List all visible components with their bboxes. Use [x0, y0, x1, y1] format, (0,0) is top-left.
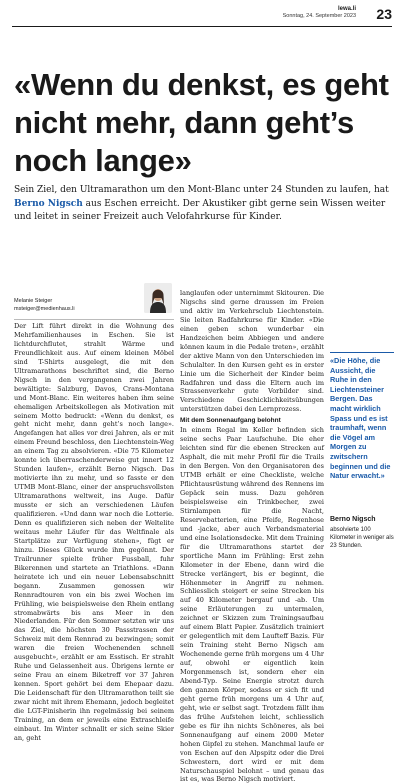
issue-date: Sonntag, 24. September 2023 [282, 13, 356, 19]
lead-text-after: aus Eschen erreicht. Der Akustiker gibt gerne sein Wissen weiter und leitet in seiner Freizeit auch Velofahrkurse für Kinder. [14, 198, 386, 222]
publication-brand: lewa.li [337, 6, 356, 12]
author-email: msteiger@medienhaus.li [14, 306, 75, 312]
quote-caption: absolvierte 100 Kilometer in weniger als 23 Stunden. [330, 527, 394, 549]
lead-highlight-name: Berno Nigsch [14, 198, 83, 209]
quote-divider [330, 352, 394, 353]
article-lead [14, 184, 392, 225]
header-divider [12, 26, 392, 27]
lead-text-before: Sein Ziel, den Ultramarathon um den Mont-Blanc unter 24 Stunden zu laufen, hat [14, 185, 389, 195]
article-headline: «Wenn du denkst, es geht nicht mehr, dann geht’s noch lange» [14, 67, 389, 178]
quote-author: Berno Nigsch [330, 516, 376, 523]
author-portrait-icon [144, 283, 172, 313]
author-photo [144, 283, 172, 313]
article-body-column-2 [180, 289, 324, 784]
page-number: 23 [376, 6, 392, 22]
page-header [0, 0, 404, 24]
author-divider [14, 319, 174, 320]
article-body-column-1: Der Lift führt direkt in die Wohnung des Mehrfamilienhauses in Eschen. Sie ist lichtdurchflutet, strahlt Wärme und Freundlichkeit aus. Auf einem kleinen Möbel sind T-Shirts ausgelegt, die mit den Ultramarathons beschriftet sind, die Berno Nigsch in den vergangenen zwei Jahren bewältigte: Salzburg, Davos, Crans-Montana und Mont-Blanc. Ein weiteres haben ihm seine ehemaligen Arbeitskollegen als Motivation mit seinem Motto bedruckt: «Wenn du denkst, es geht nicht mehr, dann geht’s noch lange». Angefangen hat alles vor drei Jahren, als er mit einem Freund beschloss, den Liechtenstein-Weg an einem Tag zu absolvieren. «Die 75 Kilometer konnte ich überraschenderweise gut innert 12 Stunden laufen», erzählt Berno Nigsch. Das motivierte ihn zu mehr, und so fasste er den UTMB Mont-Blanc, einer der anspruchsvollsten Ultramarathons weltweit, ins Auge. Dafür musste er sich an verschiedenen Läufen qualifizieren. «Und dann war noch die Lotterie. Denn es qualifizieren sich neben der Weltelite weitaus mehr Läufer für das Weltfinale als Startplätze zur Verfügung stehen», fügt er hinzu. Dieses Glück wurde ihm gegönnt. Der Trailrunner spielte früher Fussball, fuhr Bikerennen und startete an Triathlons. «Dann heiratete ich und ein neuer Lebensabschnitt begann. Zusammen genossen wir Rennradtouren von ein bis zwei Wochen im Frühling, wie beispielsweise den Rhein entlang stromabwärts bis ans Meer in den Niederlanden. Für den Sommer setzten wir uns das Ziel, die höchsten 30 Passstrassen der Schweiz mit dem Rennrad zu bezwingen; somit waren die freien Wochenenden schnell ausgebucht», erzählt er am Esstisch. Er strahlt Ruhe und Gelassenheit aus. Übrigens lernte er seine Frau an einem Biketreff vor 37 Jahren kennen. Sport gehört bei dem Ehepaar dazu. Die Leidenschaft für den Ultramarathon teilt sie zwar nicht mit ihrem Ehemann, jedoch begleitet die LGT-Finisherin ihn regelmässig bei seinem Training, an dem er jeweils eine Extraschleife einbaut. Im Winter schnallt er sich seine Skier an, geht [14, 322, 174, 742]
author-name: Melanie Steiger [14, 298, 53, 304]
pull-quote: «Die Höhe, die Aussicht, die Ruhe in den Liechtensteiner Bergen. Das macht wirklich Spass und es ist traumhaft, wenn die Vögel am Morgen zu zwitschern beginnen und die Natur erwacht.» [330, 356, 391, 481]
body-paragraph: In einem Regal im Keller befinden sich seine sechs Paar Laufschuhe. Die eher leichten sind für die ebenen Strecken auf Asphalt, die mit mehr Profil für die Trails in den Bergen. Von den Organisatoren des UTMB erhält er eine Checkliste, welche Pflichtausrüstung während des Rennens im Gepäck sein muss. Dazu gehören beispielsweise ein Trinkbecher, zwei Stirnlampen für die Nacht, Reservebatterien, eine Pfeife, Regenhose und -jacke, aber auch Verbandsmaterial und eine Isolationsdecke. Mit dem Training für die Ultramarathons startet der sportliche Mann im Frühling: Erst zehn Kilometer in der Ebene, dann wird die Strecke verlängert, bis er beginnt, die Höhenmeter in Angriff zu nehmen. Schliesslich steigert er seine Strecken bis auf 40 Kilometer bergauf und -ab. Um seine Erläuterungen zu untermalen, zeichnet er Skizzen zum Trainingsaufbau auf einem Blatt Papier. Zusätzlich trainiert er gelegentlich mit dem Laufteff Bazis. Für sein Training steht Berno Nigsch am Wochenende gerne früh morgens um 4 Uhr auf, obwohl er eigentlich kein Morgenmensch ist, sondern eher ein Abend-Typ. Seine Energie strotzt durch den ganzen Körper, sodass er sich fit und geht gerne früh morgens um 4 Uhr auf, geht, wie er selbst sagt. Trotzdem fällt ihm das frühe Aufstehen leicht, schliesslich gebe es für ihn nichts Schöneres, als bei Sonnenaufgang auf einem 2000 Meter hohen Gipfel zu stehen. Manchmal laufe er von Eschen auf den Alpspitz oder die Drei Schwestern, dort wird er mit dem Naturschauspiel belohnt – und genau das ist es, was Berno Nigsch motiviert. [180, 426, 324, 784]
section-subhead: Mit dem Sonnenaufgang belohnt [180, 417, 281, 425]
body-paragraph: langlaufen oder unternimmt Skitouren. Die Nigschs sind gerne draussen im Freien und aktiv im Verkehrsclub Liechtenstein. Sie leiten Radfahrkurse für Kinder. «Die einen geben schon wunderbar ein Handzeichen beim Abbiegen und andere können kaum in die Pedale treten», erzählt der aktive Mann von den Unterschieden im Schulalter. In den Kursen geht es in erster Linie um die Sicherheit der Kinder beim Radfahren und dass die Eltern auch im Strassenverkehr gute Vorbilder sind. Verschiedene Geschicklichkeitsübungen unterstützen dabei den Lernprozess. [180, 289, 324, 414]
